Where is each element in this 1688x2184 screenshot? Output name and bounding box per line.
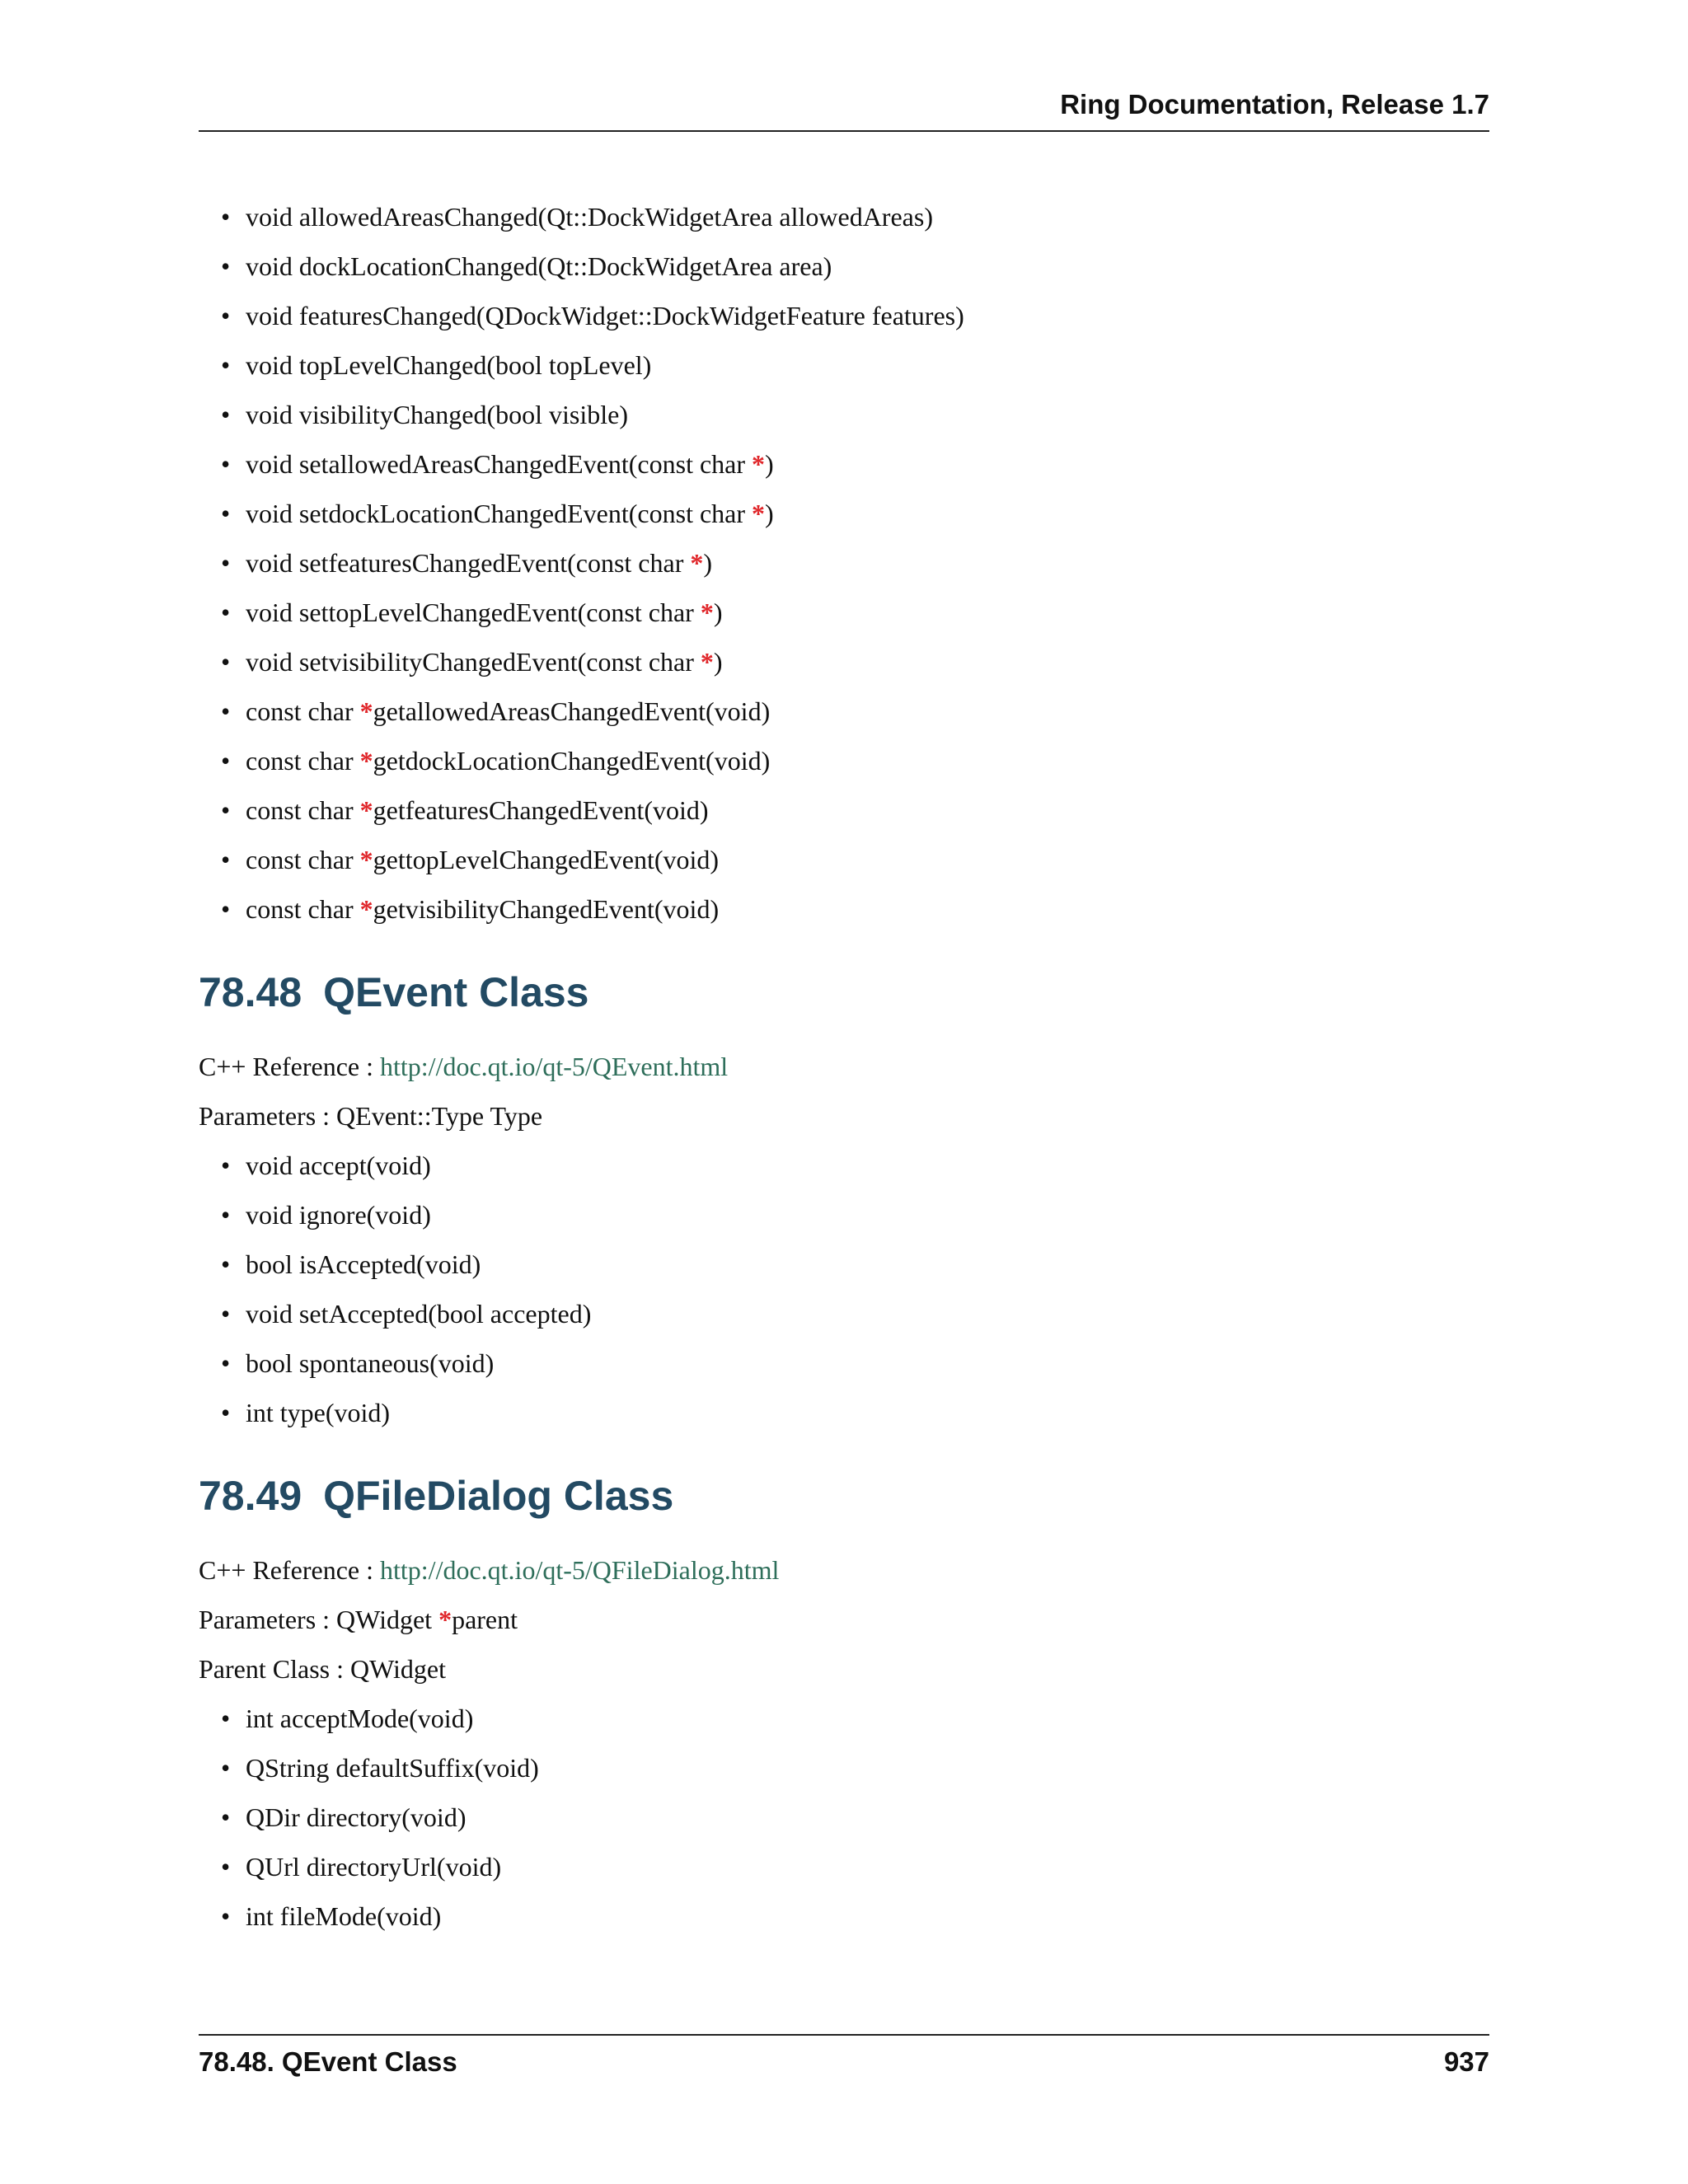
- method-text: void setvisibilityChangedEvent(const char: [246, 647, 701, 677]
- section-number: 78.49: [199, 1473, 302, 1519]
- cpp-reference-link[interactable]: http://doc.qt.io/qt-5/QEvent.html: [380, 1052, 729, 1081]
- cpp-reference-label: C++ Reference :: [199, 1052, 380, 1081]
- method-item: [246, 835, 1489, 884]
- method-item: • void ignore(void): [246, 1190, 1489, 1240]
- pointer-star: *: [700, 647, 714, 677]
- method-item: • QUrl directoryUrl(void): [246, 1842, 1489, 1891]
- pointer-star: *: [752, 499, 766, 528]
- method-item: • QString defaultSuffix(void): [246, 1743, 1489, 1793]
- parameters-text: Parameters : QWidget: [199, 1605, 439, 1634]
- method-text: const char: [246, 696, 360, 726]
- cpp-reference-label: C++ Reference :: [199, 1555, 380, 1585]
- method-item: • int acceptMode(void): [246, 1694, 1489, 1743]
- section-title: QFileDialog Class: [323, 1473, 674, 1519]
- method-item: • int fileMode(void): [246, 1891, 1489, 1941]
- method-text: void dockLocationChanged(Qt::DockWidgetArea area): [246, 251, 832, 281]
- method-text: void setdockLocationChangedEvent(const char: [246, 499, 753, 528]
- method-item: [246, 588, 1489, 637]
- parameters-name: parent: [452, 1605, 518, 1634]
- method-text: gettopLevelChangedEvent(void): [373, 845, 720, 874]
- cpp-reference-link[interactable]: http://doc.qt.io/qt-5/QFileDialog.html: [380, 1555, 780, 1585]
- method-text: void topLevelChanged(bool topLevel): [246, 350, 652, 380]
- method-text: ): [765, 449, 774, 479]
- pointer-star: *: [359, 845, 373, 874]
- method-text: void visibilityChanged(bool visible): [246, 400, 628, 429]
- cpp-reference-line: [199, 1042, 1489, 1091]
- method-text: ): [703, 548, 713, 578]
- method-item: [246, 192, 1489, 241]
- method-text: ): [713, 647, 723, 677]
- header-title: Ring Documentation, Release 1.7: [1060, 89, 1489, 120]
- pointer-star: *: [359, 795, 373, 825]
- method-text: ): [713, 598, 723, 627]
- pointer-star: *: [359, 746, 373, 776]
- footer-section: 78.48. QEvent Class: [199, 2046, 457, 2077]
- page-number: 937: [1443, 2046, 1489, 2077]
- method-list-qevent: [199, 1141, 1489, 1437]
- method-item: [246, 785, 1489, 835]
- method-text: void allowedAreasChanged(Qt::DockWidgetArea allowedAreas): [246, 202, 933, 232]
- page-content: [199, 192, 1489, 1941]
- method-item: [246, 637, 1489, 687]
- method-item: • void setAccepted(bool accepted): [246, 1289, 1489, 1338]
- method-list-dockwidget: [199, 192, 1489, 934]
- method-item: [246, 538, 1489, 588]
- method-text: void setallowedAreasChangedEvent(const char: [246, 449, 753, 479]
- method-item: • bool spontaneous(void): [246, 1338, 1489, 1388]
- cpp-reference-line: [199, 1545, 1489, 1595]
- pointer-star: *: [438, 1605, 452, 1634]
- pointer-star: *: [690, 548, 704, 578]
- page-header: [199, 91, 1489, 132]
- method-text: const char: [246, 795, 360, 825]
- method-item: [246, 884, 1489, 934]
- method-item: [246, 390, 1489, 439]
- section-number: 78.48: [199, 969, 302, 1015]
- method-text: getvisibilityChangedEvent(void): [373, 894, 720, 924]
- parameters-line: Parameters : QEvent::Type Type: [199, 1101, 543, 1131]
- method-item: [246, 241, 1489, 291]
- method-text: ): [765, 499, 774, 528]
- method-item: • void accept(void): [246, 1141, 1489, 1190]
- parameters-line: [199, 1595, 1489, 1644]
- pointer-star: *: [359, 894, 373, 924]
- method-item: • bool isAccepted(void): [246, 1240, 1489, 1289]
- method-text: const char: [246, 894, 360, 924]
- method-item: • QDir directory(void): [246, 1793, 1489, 1842]
- page-footer: [199, 2034, 1489, 2082]
- method-text: const char: [246, 746, 360, 776]
- method-text: const char: [246, 845, 360, 874]
- method-text: getdockLocationChangedEvent(void): [373, 746, 771, 776]
- method-text: getfeaturesChangedEvent(void): [373, 795, 709, 825]
- method-item: [246, 489, 1489, 538]
- method-item: • int type(void): [246, 1388, 1489, 1437]
- method-item: [246, 736, 1489, 785]
- section-heading-qevent: [199, 968, 1489, 1017]
- parent-class-line: Parent Class : QWidget: [199, 1654, 446, 1684]
- section-heading-qfiledialog: [199, 1471, 1489, 1521]
- method-item: [246, 439, 1489, 489]
- method-text: getallowedAreasChangedEvent(void): [373, 696, 771, 726]
- method-text: void setfeaturesChangedEvent(const char: [246, 548, 691, 578]
- pointer-star: *: [700, 598, 714, 627]
- pointer-star: *: [359, 696, 373, 726]
- method-item: [246, 687, 1489, 736]
- method-text: void featuresChanged(QDockWidget::DockWidgetFeature features): [246, 301, 964, 330]
- method-item: [246, 340, 1489, 390]
- method-text: void settopLevelChangedEvent(const char: [246, 598, 701, 627]
- section-title: QEvent Class: [323, 969, 589, 1015]
- method-list-qfiledialog: [199, 1694, 1489, 1941]
- method-item: [246, 291, 1489, 340]
- pointer-star: *: [752, 449, 766, 479]
